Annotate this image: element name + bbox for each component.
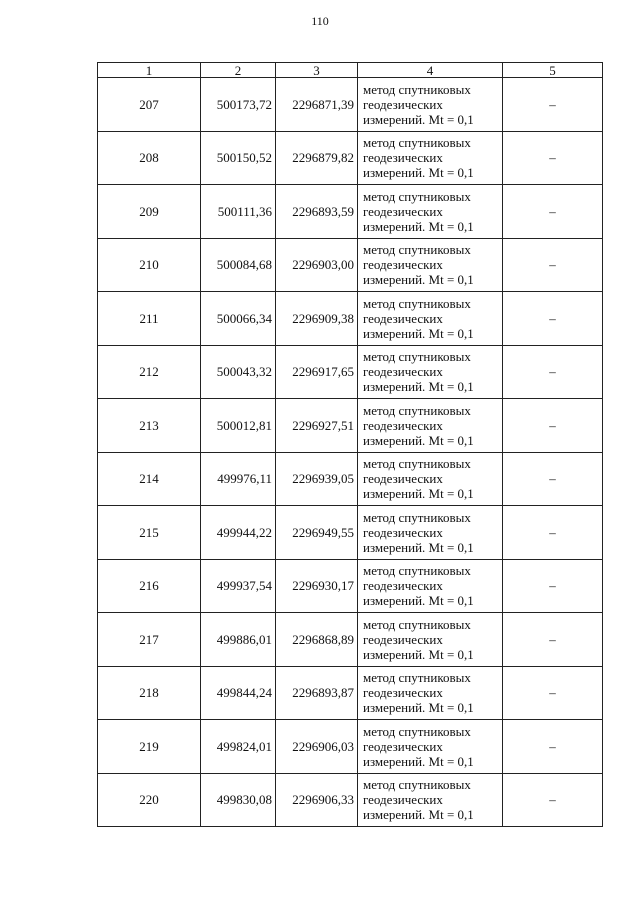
table-row xyxy=(98,131,603,185)
coord-x: 499976,11 xyxy=(201,452,276,506)
method-line-3: измерений. Mt = 0,1 xyxy=(363,700,474,716)
note-cell: – xyxy=(503,78,603,132)
table-row xyxy=(98,559,603,613)
method-line-1: метод спутниковых xyxy=(363,349,471,365)
note-cell: – xyxy=(503,131,603,185)
coord-y: 2296930,17 xyxy=(276,559,358,613)
method-line-3: измерений. Mt = 0,1 xyxy=(363,218,474,234)
coord-y: 2296868,89 xyxy=(276,613,358,667)
note-cell: – xyxy=(503,720,603,774)
point-number: 211 xyxy=(98,292,201,346)
note-cell: – xyxy=(503,185,603,239)
method-cell xyxy=(358,773,503,827)
method-line-3: измерений. Mt = 0,1 xyxy=(363,379,474,395)
coord-x: 500084,68 xyxy=(201,238,276,292)
method-line-3: измерений. Mt = 0,1 xyxy=(363,432,474,448)
table-row xyxy=(98,238,603,292)
table-row xyxy=(98,506,603,560)
method-line-3: измерений. Mt = 0,1 xyxy=(363,539,474,555)
method-line-2: геодезических xyxy=(363,417,443,433)
method-cell xyxy=(358,613,503,667)
note-cell: – xyxy=(503,506,603,560)
method-line-2: геодезических xyxy=(363,524,443,540)
note-cell: – xyxy=(503,292,603,346)
header-col-3: 3 xyxy=(276,63,358,78)
point-number: 208 xyxy=(98,131,201,185)
table-row xyxy=(98,452,603,506)
coord-x: 499844,24 xyxy=(201,666,276,720)
table-row xyxy=(98,185,603,239)
method-line-1: метод спутниковых xyxy=(363,563,471,579)
method-line-2: геодезических xyxy=(363,364,443,380)
method-line-1: метод спутниковых xyxy=(363,81,471,97)
method-line-1: метод спутниковых xyxy=(363,616,471,632)
note-cell: – xyxy=(503,613,603,667)
method-cell xyxy=(358,559,503,613)
method-line-3: измерений. Mt = 0,1 xyxy=(363,272,474,288)
table-row xyxy=(98,666,603,720)
point-number: 210 xyxy=(98,238,201,292)
coord-y: 2296903,00 xyxy=(276,238,358,292)
coord-y: 2296893,59 xyxy=(276,185,358,239)
method-line-1: метод спутниковых xyxy=(363,777,471,793)
point-number: 217 xyxy=(98,613,201,667)
coord-y: 2296949,55 xyxy=(276,506,358,560)
method-cell xyxy=(358,78,503,132)
method-line-1: метод спутниковых xyxy=(363,670,471,686)
coord-y: 2296917,65 xyxy=(276,345,358,399)
method-cell xyxy=(358,131,503,185)
method-line-1: метод спутниковых xyxy=(363,402,471,418)
coord-x: 500150,52 xyxy=(201,131,276,185)
method-cell xyxy=(358,720,503,774)
method-line-3: измерений. Mt = 0,1 xyxy=(363,646,474,662)
method-line-2: геодезических xyxy=(363,96,443,112)
coord-y: 2296906,33 xyxy=(276,773,358,827)
point-number: 219 xyxy=(98,720,201,774)
note-cell: – xyxy=(503,238,603,292)
note-cell: – xyxy=(503,773,603,827)
method-cell xyxy=(358,506,503,560)
method-line-3: измерений. Mt = 0,1 xyxy=(363,165,474,181)
method-line-3: измерений. Mt = 0,1 xyxy=(363,593,474,609)
coord-x: 500066,34 xyxy=(201,292,276,346)
coord-x: 499830,08 xyxy=(201,773,276,827)
method-line-1: метод спутниковых xyxy=(363,242,471,258)
point-number: 207 xyxy=(98,78,201,132)
point-number: 220 xyxy=(98,773,201,827)
table-row xyxy=(98,720,603,774)
coord-x: 500012,81 xyxy=(201,399,276,453)
method-line-2: геодезических xyxy=(363,792,443,808)
coord-y: 2296893,87 xyxy=(276,666,358,720)
table-row xyxy=(98,399,603,453)
table-row xyxy=(98,78,603,132)
method-line-1: метод спутниковых xyxy=(363,135,471,151)
header-col-1: 1 xyxy=(98,63,201,78)
coord-x: 500111,36 xyxy=(201,185,276,239)
method-line-2: геодезических xyxy=(363,631,443,647)
coord-x: 499886,01 xyxy=(201,613,276,667)
method-line-3: измерений. Mt = 0,1 xyxy=(363,753,474,769)
coord-y: 2296927,51 xyxy=(276,399,358,453)
point-number: 215 xyxy=(98,506,201,560)
method-cell xyxy=(358,452,503,506)
method-cell xyxy=(358,238,503,292)
method-line-3: измерений. Mt = 0,1 xyxy=(363,325,474,341)
coord-y: 2296871,39 xyxy=(276,78,358,132)
coord-y: 2296879,82 xyxy=(276,131,358,185)
table-row xyxy=(98,773,603,827)
method-cell xyxy=(358,399,503,453)
method-line-2: геодезических xyxy=(363,471,443,487)
method-line-2: геодезических xyxy=(363,150,443,166)
note-cell: – xyxy=(503,399,603,453)
method-line-3: измерений. Mt = 0,1 xyxy=(363,807,474,823)
method-line-2: геодезических xyxy=(363,685,443,701)
point-number: 218 xyxy=(98,666,201,720)
coord-x: 499937,54 xyxy=(201,559,276,613)
method-line-2: геодезических xyxy=(363,738,443,754)
method-cell xyxy=(358,666,503,720)
note-cell: – xyxy=(503,452,603,506)
method-line-1: метод спутниковых xyxy=(363,509,471,525)
header-col-5: 5 xyxy=(503,63,603,78)
table-row xyxy=(98,292,603,346)
point-number: 214 xyxy=(98,452,201,506)
table-row xyxy=(98,613,603,667)
coord-y: 2296909,38 xyxy=(276,292,358,346)
method-line-3: измерений. Mt = 0,1 xyxy=(363,486,474,502)
coord-y: 2296939,05 xyxy=(276,452,358,506)
method-line-2: геодезических xyxy=(363,257,443,273)
coord-y: 2296906,03 xyxy=(276,720,358,774)
table-row xyxy=(98,345,603,399)
method-line-2: геодезических xyxy=(363,203,443,219)
point-number: 213 xyxy=(98,399,201,453)
method-cell xyxy=(358,292,503,346)
method-line-2: геодезических xyxy=(363,578,443,594)
page-number: 110 xyxy=(311,14,329,28)
header-row xyxy=(98,63,603,78)
point-number: 212 xyxy=(98,345,201,399)
method-cell xyxy=(358,185,503,239)
coord-x: 499824,01 xyxy=(201,720,276,774)
method-line-1: метод спутниковых xyxy=(363,295,471,311)
method-line-1: метод спутниковых xyxy=(363,723,471,739)
coordinates-table xyxy=(97,62,603,827)
method-line-2: геодезических xyxy=(363,310,443,326)
note-cell: – xyxy=(503,666,603,720)
coord-x: 499944,22 xyxy=(201,506,276,560)
header-col-4: 4 xyxy=(358,63,503,78)
method-line-1: метод спутниковых xyxy=(363,188,471,204)
header-col-2: 2 xyxy=(201,63,276,78)
note-cell: – xyxy=(503,345,603,399)
coord-x: 500173,72 xyxy=(201,78,276,132)
method-line-1: метод спутниковых xyxy=(363,456,471,472)
point-number: 216 xyxy=(98,559,201,613)
method-cell xyxy=(358,345,503,399)
method-line-3: измерений. Mt = 0,1 xyxy=(363,111,474,127)
note-cell: – xyxy=(503,559,603,613)
point-number: 209 xyxy=(98,185,201,239)
coord-x: 500043,32 xyxy=(201,345,276,399)
